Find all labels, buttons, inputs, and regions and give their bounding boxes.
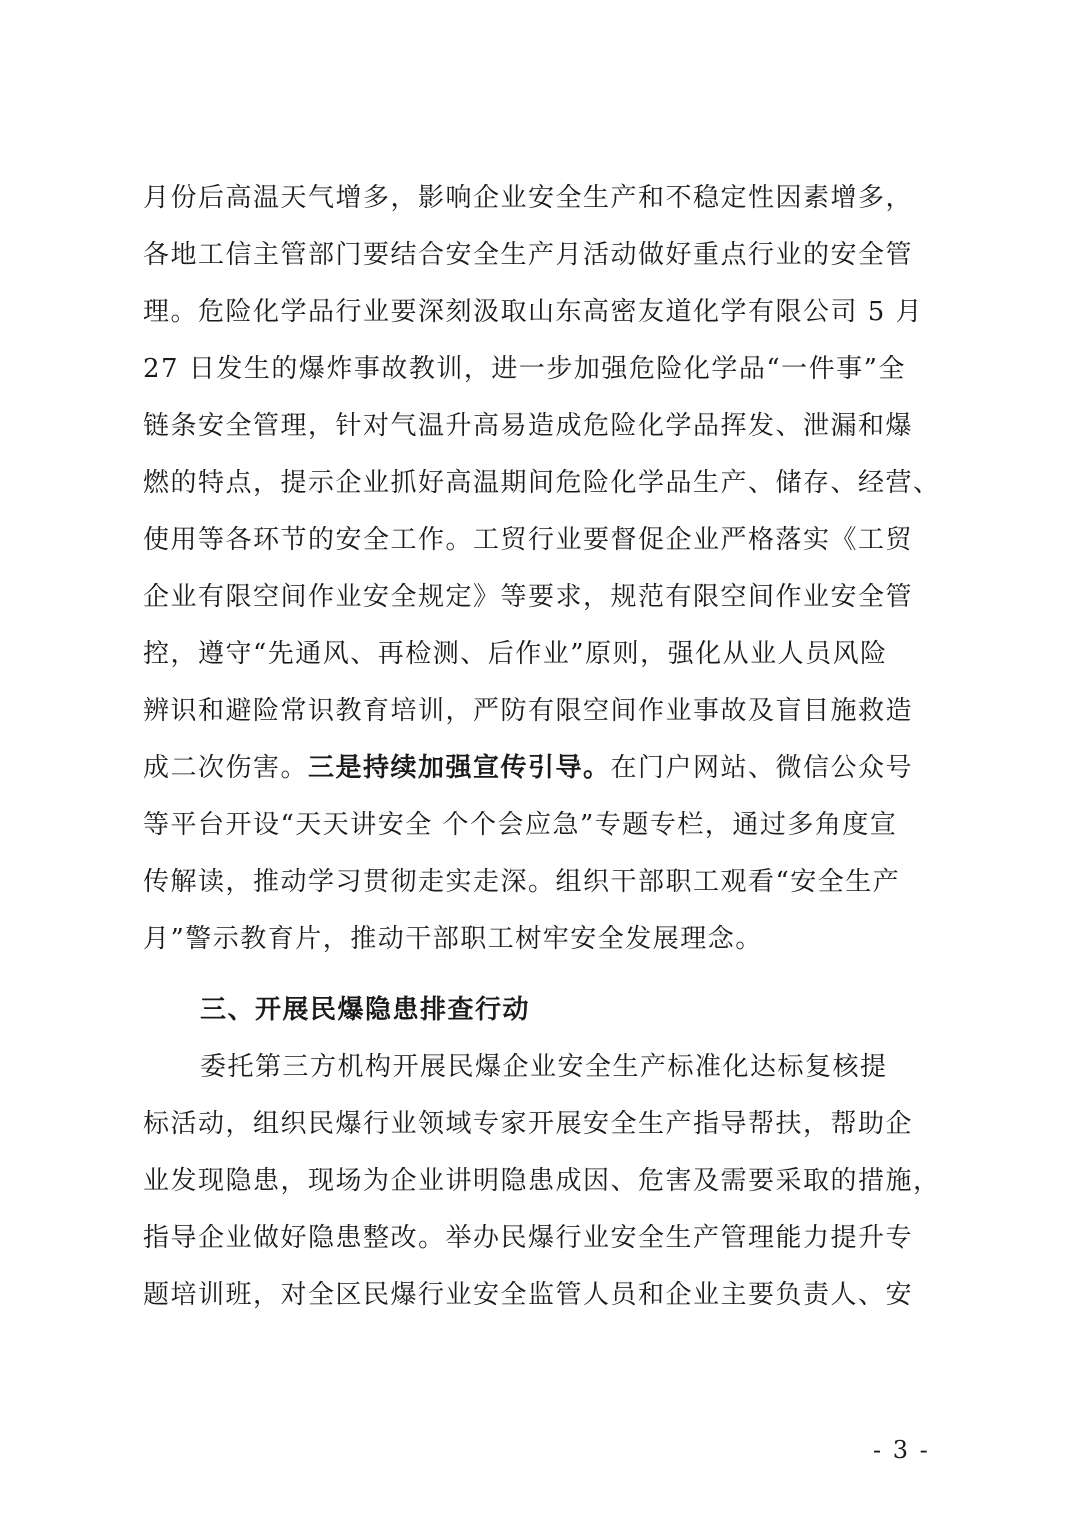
emphasis-run: 三是持续加强宣传引导。 [308,753,611,783]
text-run: 在门户网站、微信公众号 [610,753,914,783]
text-line: 使用等各环节的安全工作。工贸行业要督促企业严格落实《工贸 [143,525,914,555]
text-line: 业发现隐患，现场为企业讲明隐患成因、危害及需要采取的措施， [143,1166,941,1196]
text-line: 指导企业做好隐患整改。举办民爆行业安全生产管理能力提升专 [143,1223,914,1253]
section-heading: 三、开展民爆隐患排查行动 [200,995,531,1025]
text-line: 传解读，推动学习贯彻走实走深。组织干部职工观看“安全生产 [143,867,901,897]
text-line: 企业有限空间作业安全规定》等要求，规范有限空间作业安全管 [143,582,914,612]
text-line: 27 日发生的爆炸事故教训，进一步加强危险化学品“一件事”全 [143,354,906,384]
text-line: 标活动，组织民爆行业领域专家开展安全生产指导帮扶，帮助企 [143,1109,914,1139]
paragraph-inspection-action [143,1039,943,1324]
text-line: 委托第三方机构开展民爆企业安全生产标准化达标复核提 [200,1052,888,1082]
text-line: 等平台开设“天天讲安全 个个会应急”专题专栏，通过多角度宣 [143,810,898,840]
text-line-with-emphasis [143,740,943,797]
text-line: 月份后高温天气增多，影响企业安全生产和不稳定性因素增多， [143,183,914,213]
text-line: 燃的特点，提示企业抓好高温期间危险化学品生产、储存、经营、 [143,468,941,498]
text-run: 成二次伤害。 [143,753,309,783]
text-line: 理。危险化学品行业要深刻汲取山东高密友道化学有限公司 5 月 [143,297,924,327]
paragraph-safety-management [143,170,943,968]
text-line: 控，遵守“先通风、再检测、后作业”原则，强化从业人员风险 [143,639,888,669]
text-line: 辨识和避险常识教育培训，严防有限空间作业事故及盲目施救造 [143,696,914,726]
text-line: 链条安全管理，针对气温升高易造成危险化学品挥发、泄漏和爆 [143,411,914,441]
text-line: 各地工信主管部门要结合安全生产月活动做好重点行业的安全管 [143,240,914,270]
page-number: - 3 - [873,1436,930,1464]
text-line: 月”警示教育片，推动干部职工树牢安全发展理念。 [143,924,763,954]
text-line: 题培训班，对全区民爆行业安全监管人员和企业主要负责人、安 [143,1280,914,1310]
